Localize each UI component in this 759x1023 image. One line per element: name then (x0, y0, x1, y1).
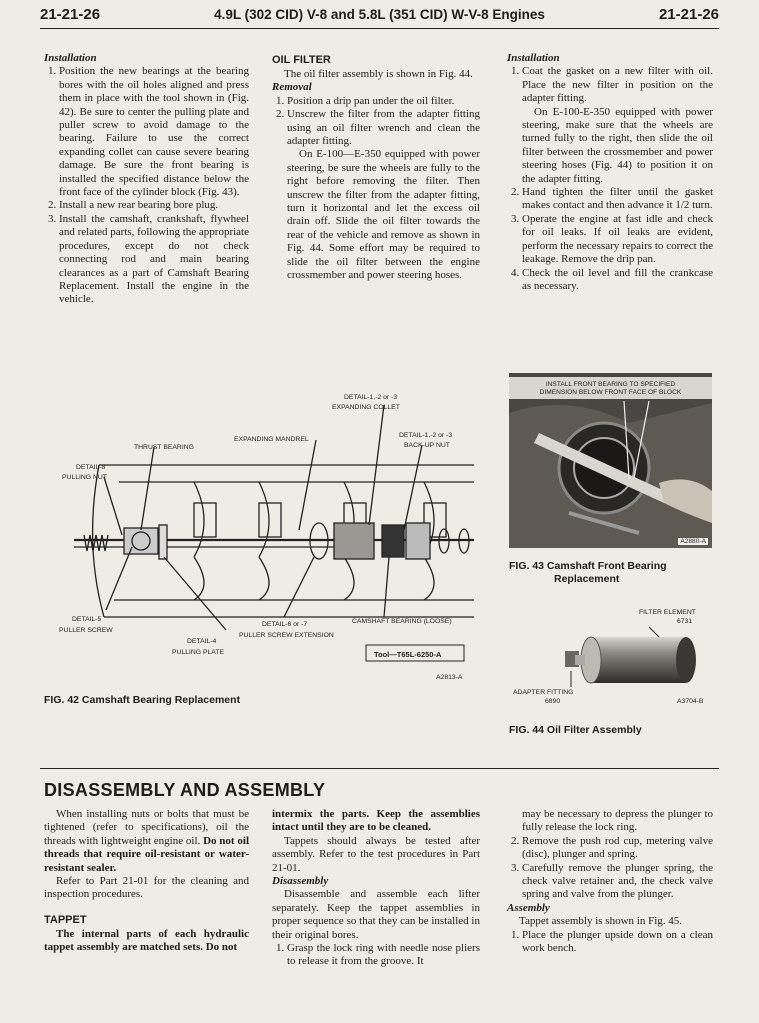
fig43-caption-line1: FIG. 43 Camshaft Front Bearing (509, 560, 667, 572)
assembly-paragraph: Tappet assembly is shown in Fig. 45. (519, 915, 683, 928)
filter-installation-step: 2. Hand tighten the filter until the gasket makes contact and then advance it 1/2 turn. (522, 186, 713, 213)
installation-heading: Installation (44, 52, 97, 64)
refer-paragraph: Refer to Part 21-01 for the cleaning and inspection procedures. (44, 875, 249, 901)
fig44-caption: FIG. 44 Oil Filter Assembly (509, 724, 642, 736)
disassembly-paragraph: Disassemble and assemble each lifter separately. Keep the tappet assemblies in proper sequence so that they can be installed in their original bores. (272, 888, 480, 941)
fig42-label-collet: EXPANDING COLLET (332, 404, 400, 411)
fig42-label-collet-detail: DETAIL-1,-2 or -3 (344, 394, 398, 401)
removal-steps (272, 95, 480, 149)
disassembly-steps (272, 942, 480, 969)
fig44-filter-number: 6731 (677, 618, 693, 625)
tappet-warning: The internal parts of each hydraulic tappet assembly are matched sets. Do not (44, 927, 249, 954)
installation-step: 3. Install the camshaft, crankshaft, flywheel and related parts, following the appropriate procedures, except do not check connecting rod and main bearing clearances as a part of Camshaft Bearing Replacement. Install the engine in the vehicle. (59, 213, 249, 307)
filter-installation-steps (507, 65, 713, 293)
fig42-label-puller-screw: PULLER SCREW (59, 627, 113, 634)
installation-steps (44, 65, 249, 306)
fig44-oil-filter-drawing (509, 605, 713, 710)
fig42-label-thrust-bearing: THRUST BEARING (134, 444, 194, 451)
fig43-caption (509, 560, 709, 586)
removal-step: 2. Unscrew the filter from the adapter fitting using an oil filter wrench and clean the adapter fitting. (287, 108, 480, 148)
tappet-heading: TAPPET (44, 913, 87, 926)
filter-installation-heading: Installation (507, 52, 560, 64)
fig43-caption-line2: Replacement (554, 573, 620, 585)
header-rule (40, 28, 719, 29)
page-header (40, 6, 719, 28)
column-installation-camshaft (44, 52, 249, 307)
disassembly-step: 2. Remove the push rod cup, metering valve (disc), plunger and spring. (522, 835, 713, 862)
removal-note: On E-100—E-350 equipped with power steering, be sure the wheels are fully to the right before removing the filter. Then unscrew the filter from the adapter fitting, turn it horizontal and let the excess oil drain off. Slide the oil filter towards the rear of the vehicle and remove as shown in Fig. 44. Some effort may be required to slide the oil filter between the engine crossmember and power steering hoses. (287, 148, 480, 282)
fig43-label (509, 381, 712, 397)
tappet-test-paragraph: Tappets should always be tested after assembly. Refer to the test procedures in Part 21-01. (272, 834, 480, 874)
oil-filter-heading: OIL FILTER (272, 54, 331, 66)
fig42-label-pulling-nut: PULLING NUT (62, 474, 107, 481)
disassembly-heading: Disassembly (272, 875, 329, 888)
disassembly-step-cont: may be necessary to depress the plunger to fully release the lock ring. (522, 808, 713, 834)
fig42-camshaft-bearing-diagram (44, 385, 504, 690)
intro-text: When installing nuts or bolts that must be tightened (refer to specifications), oil the threads with lightweight engine oil. (44, 808, 249, 847)
fig44-ref: A3704-B (677, 698, 704, 705)
disassembly-step: 1. Grasp the lock ring with needle nose pliers to release it from the groove. It (287, 942, 480, 969)
section-rule (40, 768, 719, 769)
installation-step: 2. Install a new rear bearing bore plug. (59, 199, 249, 212)
fig44-adapter-label: ADAPTER FITTING (513, 689, 574, 696)
removal-step: 1. Position a drip pan under the oil filter. (287, 95, 480, 108)
filter-installation-step (522, 65, 713, 186)
fig43-photo-drawing (509, 373, 712, 548)
fig42-label-detail5: DETAIL-5 (72, 616, 102, 623)
filter-installation-note: On E-100-E-350 equipped with power steering, make sure that the wheels are turned fully to the right, then slide the oil filter between the crossmember and power steering hoses (Fig. 44) to position it on the adapter fitting. (522, 105, 713, 185)
fig44-adapter-number: 6890 (545, 698, 561, 705)
installation-step: 1. Position the new bearings at the bearing bores with the oil holes aligned and press them in place with the tool shown in (Fig. 42). Be sure to center the pulling plate and puller screw to avoid damage to the bearing. Failure to use the correct expanding collet can cause severe bearing damage. Be sure the front bearing is installed the specified distance below the front face of the cylinder block (Fig. 43). (59, 65, 249, 199)
column-oil-filter (272, 52, 480, 283)
section-title: DISASSEMBLY AND ASSEMBLY (44, 780, 326, 800)
filter-installation-step: 3. Operate the engine at fast idle and check for oil leaks. If oil leaks are evident, perform the necessary repairs to correct the leakage. Remove the drip pan. (522, 213, 713, 267)
disassembly-steps-cont (507, 835, 713, 902)
step-text: Coat the gasket on a new filter with oil. Place the new filter in position on the adapter fitting. (522, 65, 713, 105)
fig42-label-detail4: DETAIL-4 (187, 638, 217, 645)
bottom-column-3 (507, 808, 713, 955)
oil-filter-intro: The oil filter assembly is shown in Fig. 44. (284, 68, 473, 80)
intro-paragraph (44, 808, 249, 875)
page-number-right: 21-21-26 (658, 6, 719, 23)
fig42-label-detail8: DETAIL-8 (76, 464, 106, 471)
fig42-label-extension: PULLER SCREW EXTENSION (239, 632, 334, 639)
bottom-column-2 (272, 808, 480, 969)
removal-heading: Removal (272, 81, 312, 94)
fig42-label-detail67: DETAIL-6 or -7 (262, 621, 308, 628)
tappet-warning-cont: intermix the parts. Keep the assemblies intact until they are to be cleaned. (272, 808, 480, 834)
fig42-label-backup-nut: BACK-UP NUT (404, 442, 450, 449)
fig42-tool-number: Tool—T65L-6250-A (374, 650, 442, 659)
intro-warning: Do not oil threads that require oil-resistant or water-resistant sealer. (44, 834, 249, 874)
fig43-ref: A2880-A (680, 538, 706, 545)
fig42-caption: FIG. 42 Camshaft Bearing Replacement (44, 694, 241, 706)
page-number-left: 21-21-26 (40, 6, 101, 23)
page-title: 4.9L (302 CID) V-8 and 5.8L (351 CID) W-V-8 Engines (214, 7, 545, 22)
fig42-label-camshaft-bearing: CAMSHAFT BEARING (LOOSE) (352, 618, 452, 625)
fig42-label-nut-detail: DETAIL-1,-2 or -3 (399, 432, 453, 439)
fig43-label-line2: DIMENSION BELOW FRONT FACE OF BLOCK (539, 389, 682, 396)
fig42-label-pulling-plate: PULLING PLATE (172, 649, 225, 656)
fig42-label-mandrel: EXPANDING MANDREL (234, 436, 309, 443)
disassembly-step: 3. Carefully remove the plunger spring, the check valve retainer and, the check valve spring and valve from the plunger. (522, 862, 713, 902)
assembly-heading: Assembly (507, 901, 550, 914)
fig44-filter-label: FILTER ELEMENT (639, 609, 696, 616)
assembly-step: 1. Place the plunger upside down on a clean work bench. (522, 929, 713, 956)
fig43-photo (509, 373, 712, 548)
bottom-column-1 (44, 808, 249, 955)
column-filter-installation (507, 52, 713, 293)
assembly-steps (507, 929, 713, 956)
fig43-label-line1: INSTALL FRONT BEARING TO SPECIFIED (545, 381, 676, 388)
filter-installation-step: 4. Check the oil level and fill the crankcase as necessary. (522, 267, 713, 294)
fig42-ref: A2813-A (436, 674, 463, 681)
